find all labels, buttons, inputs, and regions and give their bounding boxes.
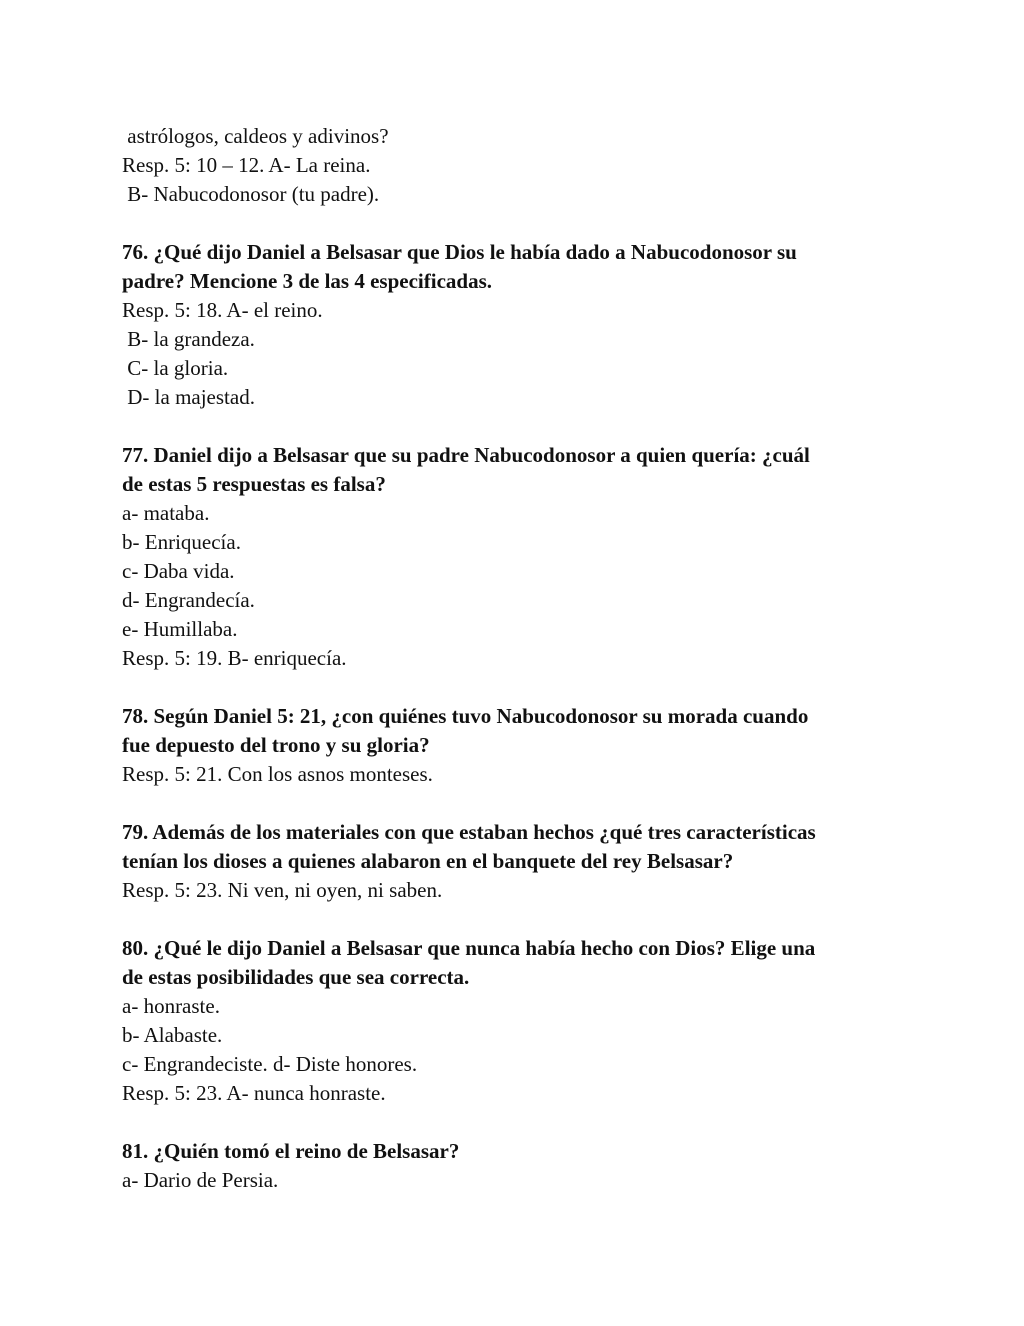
question-text: de estas posibilidades que sea correcta. [122, 965, 470, 989]
question-text: 77. Daniel dijo a Belsasar que su padre Nabucodonosor a quien quería: ¿cuál [122, 443, 810, 467]
document-page [122, 122, 912, 1195]
question-text: 81. ¿Quién tomó el reino de Belsasar? [122, 1139, 460, 1163]
question-text: tenían los dioses a quienes alabaron en el banquete del rey Belsasar? [122, 849, 734, 873]
spacer [122, 789, 912, 818]
question-text: padre? Mencione 3 de las 4 especificadas. [122, 269, 493, 293]
question-text: 76. ¿Qué dijo Daniel a Belsasar que Dios le había dado a Nabucodonosor su [122, 240, 797, 264]
answer-line: Resp. 5: 21. Con los asnos monteses. [122, 762, 433, 786]
question-77 [122, 441, 912, 673]
question-81 [122, 1137, 912, 1195]
question-80 [122, 934, 912, 1108]
spacer [122, 412, 912, 441]
answer-line: C- la gloria. [122, 356, 229, 380]
option-line: d- Engrandecía. [122, 588, 255, 612]
answer-line: Resp. 5: 10 – 12. A- La reina. [122, 153, 371, 177]
preamble-answer [122, 122, 912, 209]
question-79 [122, 818, 912, 905]
option-line: a- honraste. [122, 994, 220, 1018]
option-line: b- Enriquecía. [122, 530, 241, 554]
option-line: c- Engrandeciste. d- Diste honores. [122, 1052, 418, 1076]
answer-line: Resp. 5: 19. B- enriquecía. [122, 646, 347, 670]
answer-line: D- la majestad. [122, 385, 255, 409]
option-line: a- Dario de Persia. [122, 1168, 279, 1192]
option-line: c- Daba vida. [122, 559, 235, 583]
answer-line: Resp. 5: 18. A- el reino. [122, 298, 323, 322]
answer-line: Resp. 5: 23. A- nunca honraste. [122, 1081, 386, 1105]
option-line: e- Humillaba. [122, 617, 238, 641]
option-line: b- Alabaste. [122, 1023, 223, 1047]
spacer [122, 905, 912, 934]
question-76 [122, 238, 912, 412]
answer-line: Resp. 5: 23. Ni ven, ni oyen, ni saben. [122, 878, 443, 902]
question-text: 80. ¿Qué le dijo Daniel a Belsasar que nunca había hecho con Dios? Elige una [122, 936, 816, 960]
spacer [122, 209, 912, 238]
question-text: 79. Además de los materiales con que estaban hechos ¿qué tres características [122, 820, 816, 844]
question-text: fue depuesto del trono y su gloria? [122, 733, 430, 757]
spacer [122, 673, 912, 702]
answer-line: B- la grandeza. [122, 327, 255, 351]
option-line: a- mataba. [122, 501, 210, 525]
answer-line: B- Nabucodonosor (tu padre). [122, 182, 380, 206]
question-78 [122, 702, 912, 789]
question-text: de estas 5 respuestas es falsa? [122, 472, 386, 496]
answer-line: astrólogos, caldeos y adivinos? [122, 124, 389, 148]
spacer [122, 1108, 912, 1137]
question-text: 78. Según Daniel 5: 21, ¿con quiénes tuvo Nabucodonosor su morada cuando [122, 704, 809, 728]
